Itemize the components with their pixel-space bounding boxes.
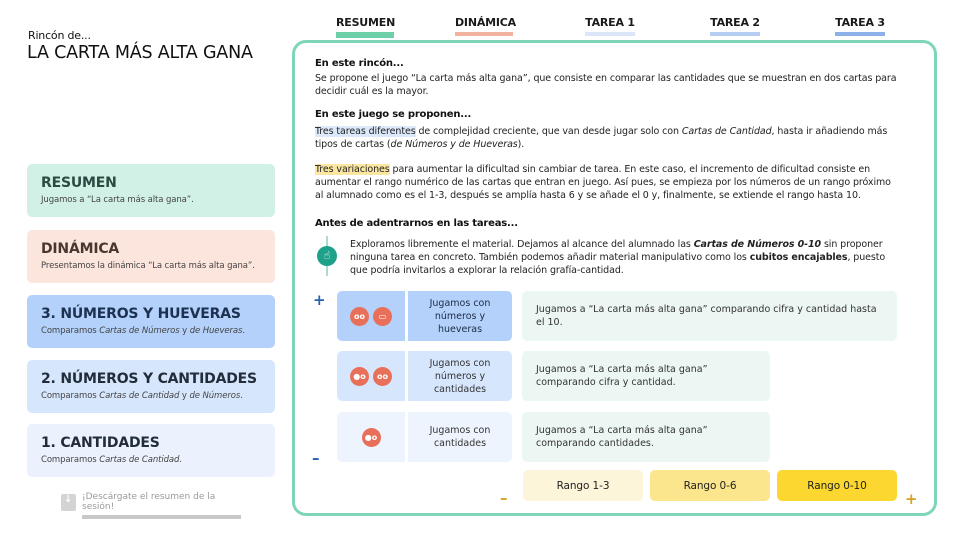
section-heading: En este juego se proponen... — [315, 109, 472, 120]
egg-carton-icon: ▭ — [373, 307, 392, 326]
tab-bar — [330, 16, 900, 38]
tab-underline — [585, 32, 635, 36]
sidebar-item-title: DINÁMICA — [41, 241, 120, 257]
tab-tarea-3[interactable] — [835, 16, 885, 31]
tab-underline — [710, 32, 760, 36]
task-description: Jugamos a “La carta más alta gana” comparando cantidades. — [522, 412, 770, 462]
tab-underline — [455, 32, 513, 36]
header-subtitle: Rincón de... — [28, 29, 91, 42]
eggs-number-icon: oo — [350, 307, 369, 326]
sidebar-item-subtitle: Jugamos a “La carta más alta gana”. — [41, 195, 194, 205]
tab-label: DINÁMICA — [455, 16, 516, 29]
sidebar-item-resumen[interactable] — [27, 164, 275, 217]
sidebar-item-dinamica[interactable] — [27, 230, 275, 283]
tab-underline — [835, 32, 885, 36]
variations-paragraph: Tres variaciones para aumentar la dificultad sin cambiar de tarea. En este caso, el incremento de dificultad consiste en aumentar el rango numérico de las cartas que entran en juego. Así pues, se empieza por los números de un rango próximo al alumnado como es el 1-3, después se amplía hasta 6 y se añade el 0 y, finalmente, se extiende el rango hasta 10. — [315, 164, 891, 201]
task-icons — [337, 291, 405, 341]
task-label: Jugamos con números y hueveras — [429, 297, 491, 335]
task-card-2[interactable] — [337, 351, 512, 401]
range-1-3-button[interactable]: Rango 1-3 — [523, 470, 643, 501]
tab-underline — [336, 32, 394, 38]
sidebar-item-title: 3. NÚMEROS Y HUEVERAS — [41, 306, 241, 322]
eggs-number-icon: oo — [373, 367, 392, 386]
download-icon — [61, 494, 76, 511]
tab-tarea-2[interactable] — [710, 16, 760, 31]
tab-resumen[interactable] — [336, 16, 394, 31]
task-label: Jugamos con cantidades — [429, 425, 491, 449]
sidebar-item-tarea-3[interactable] — [27, 295, 275, 348]
sidebar-item-subtitle: Comparamos Cartas de Números y de Hueveras. — [41, 326, 245, 336]
less-difficulty-icon: – — [312, 449, 320, 467]
sidebar-item-subtitle: Comparamos Cartas de Cantidad y de Números. — [41, 391, 243, 401]
pointing-hand-icon: ☝ — [317, 246, 337, 266]
more-range-icon: + — [905, 490, 918, 508]
tab-label: TAREA 2 — [710, 16, 760, 29]
less-range-icon: – — [500, 489, 508, 507]
section-heading: Antes de adentrarnos en las tareas... — [315, 218, 518, 229]
tab-dinamica[interactable] — [455, 16, 516, 31]
range-0-10-button[interactable]: Rango 0-10 — [777, 470, 897, 501]
tasks-paragraph: Tres tareas diferentes de complejidad creciente, que van desde jugar solo con Cartas de Cantidad, hasta ir añadiendo más tipos de cartas (de Números y de Hueveras). — [315, 126, 888, 150]
tab-label: TAREA 1 — [585, 16, 635, 29]
section-text: Se propone el juego “La carta más alta gana”, que consiste en comparar las cantidades que se muestran en dos cartas para decidir cuál es la mayor. — [315, 73, 897, 97]
task-description: Jugamos a “La carta más alta gana” comparando cifra y cantidad hasta el 10. — [522, 291, 897, 341]
sidebar-item-title: 2. NÚMEROS Y CANTIDADES — [41, 371, 257, 387]
download-label: ¡Descárgate el resumen de la sesión! — [82, 492, 241, 519]
range-0-6-button[interactable]: Rango 0-6 — [650, 470, 770, 501]
section-heading: En este rincón... — [315, 58, 404, 69]
sidebar-item-subtitle: Comparamos Cartas de Cantidad. — [41, 455, 182, 465]
eggs-quantity-icon: ●o — [350, 367, 369, 386]
sidebar-item-subtitle: Presentamos la dinámica “La carta más alta gana”. — [41, 261, 255, 271]
task-card-1[interactable] — [337, 412, 512, 462]
download-summary-link[interactable] — [61, 492, 241, 519]
task-label: Jugamos con números y cantidades — [429, 357, 491, 395]
task-icons — [337, 351, 405, 401]
tab-tarea-1[interactable] — [585, 16, 635, 31]
tab-label: TAREA 3 — [835, 16, 885, 29]
tip-text: Exploramos libremente el material. Dejamos al alcance del alumnado las Cartas de Números 0-10 sin proponer ninguna tarea en concreto. También podemos añadir material manipulativo como los cubitos encajables, puesto que podría invitarlos a explorar la relación grafía-cantidad. — [350, 239, 886, 276]
sidebar-item-title: RESUMEN — [41, 175, 117, 191]
task-description: Jugamos a “La carta más alta gana” comparando cifra y cantidad. — [522, 351, 770, 401]
tab-label: RESUMEN — [336, 16, 396, 29]
task-card-3[interactable] — [337, 291, 512, 341]
page-title: LA CARTA MÁS ALTA GANA — [27, 43, 253, 63]
task-icons — [337, 412, 405, 462]
sidebar-item-title: 1. CANTIDADES — [41, 435, 160, 451]
more-difficulty-icon: + — [313, 291, 326, 309]
sidebar-item-tarea-1[interactable] — [27, 424, 275, 477]
eggs-quantity-icon: ●o — [362, 428, 381, 447]
sidebar-item-tarea-2[interactable] — [27, 360, 275, 413]
